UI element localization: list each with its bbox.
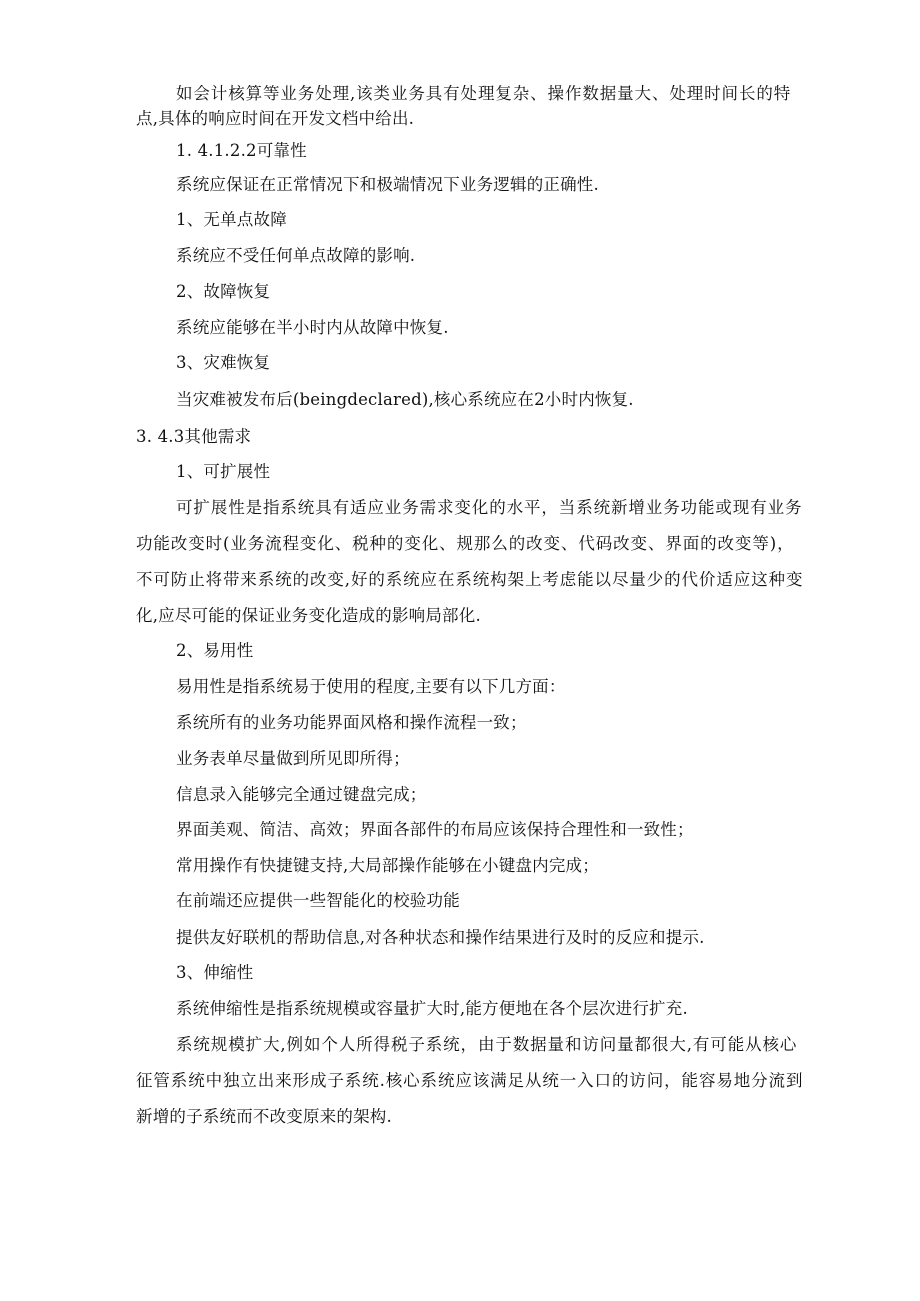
- subheading: 1、无单点故障: [176, 210, 287, 229]
- subheading: 1、可扩展性: [176, 462, 271, 481]
- section-heading: 3. 4.3其他需求: [136, 427, 252, 446]
- paragraph-line: 可扩展性是指系统具有适应业务需求变化的水平，当系统新增业务功能或现有业务: [176, 498, 803, 517]
- paragraph-line: 如会计核算等业务处理,该类业务具有处理复杂、操作数据量大、处理时间长的特: [176, 84, 792, 103]
- subheading: 2、易用性: [176, 641, 254, 660]
- paragraph-line: 当灾难被发布后(beingdeclared),核心系统应在2小时内恢复.: [176, 390, 634, 409]
- paragraph-line: 点,具体的响应时间在开发文档中给出.: [136, 109, 415, 128]
- paragraph-line: 易用性是指系统易于使用的程度,主要有以下几方面：: [176, 677, 566, 696]
- subheading: 3、灾难恢复: [176, 353, 271, 372]
- paragraph-line: 系统规模扩大,例如个人所得税子系统，由于数据量和访问量都很大,有可能从核心: [176, 1035, 798, 1054]
- paragraph-line: 不可防止将带来系统的改变,好的系统应在系统构架上考虑能以尽量少的代价适应这种变: [136, 570, 804, 589]
- list-item: 提供友好联机的帮助信息,对各种状态和操作结果进行及时的反应和提示.: [176, 928, 705, 947]
- paragraph-line: 系统伸缩性是指系统规模或容量扩大时,能方便地在各个层次进行扩充.: [176, 999, 688, 1018]
- paragraph-line: 系统应不受任何单点故障的影响.: [176, 246, 416, 265]
- paragraph-line: 功能改变时(业务流程变化、税种的变化、规那么的改变、代码改变、界面的改变等)，: [136, 534, 795, 553]
- section-heading: 1. 4.1.2.2可靠性: [176, 141, 307, 160]
- subheading: 2、故障恢复: [176, 282, 271, 301]
- list-item: 常用操作有快捷键支持,大局部操作能够在小键盘内完成；: [176, 856, 599, 875]
- paragraph-line: 系统应保证在正常情况下和极端情况下业务逻辑的正确性.: [176, 175, 599, 194]
- list-item: 业务表单尽量做到所见即所得；: [176, 749, 410, 768]
- subheading: 3、伸缩性: [176, 963, 254, 982]
- paragraph-line: 系统应能够在半小时内从故障中恢复.: [176, 318, 449, 337]
- paragraph-line: 新增的子系统而不改变原来的架构.: [136, 1107, 392, 1126]
- paragraph-line: 征管系统中独立出来形成子系统.核心系统应该满足从统一入口的访问，能容易地分流到: [136, 1071, 804, 1090]
- list-item: 系统所有的业务功能界面风格和操作流程一致；: [176, 713, 527, 732]
- list-item: 界面美观、简洁、高效；界面各部件的布局应该保持合理性和一致性；: [176, 820, 694, 839]
- paragraph-line: 化,应尽可能的保证业务变化造成的影响局部化.: [136, 606, 481, 625]
- list-item: 信息录入能够完全通过键盘完成；: [176, 785, 427, 804]
- list-item: 在前端还应提供一些智能化的校验功能: [176, 891, 460, 910]
